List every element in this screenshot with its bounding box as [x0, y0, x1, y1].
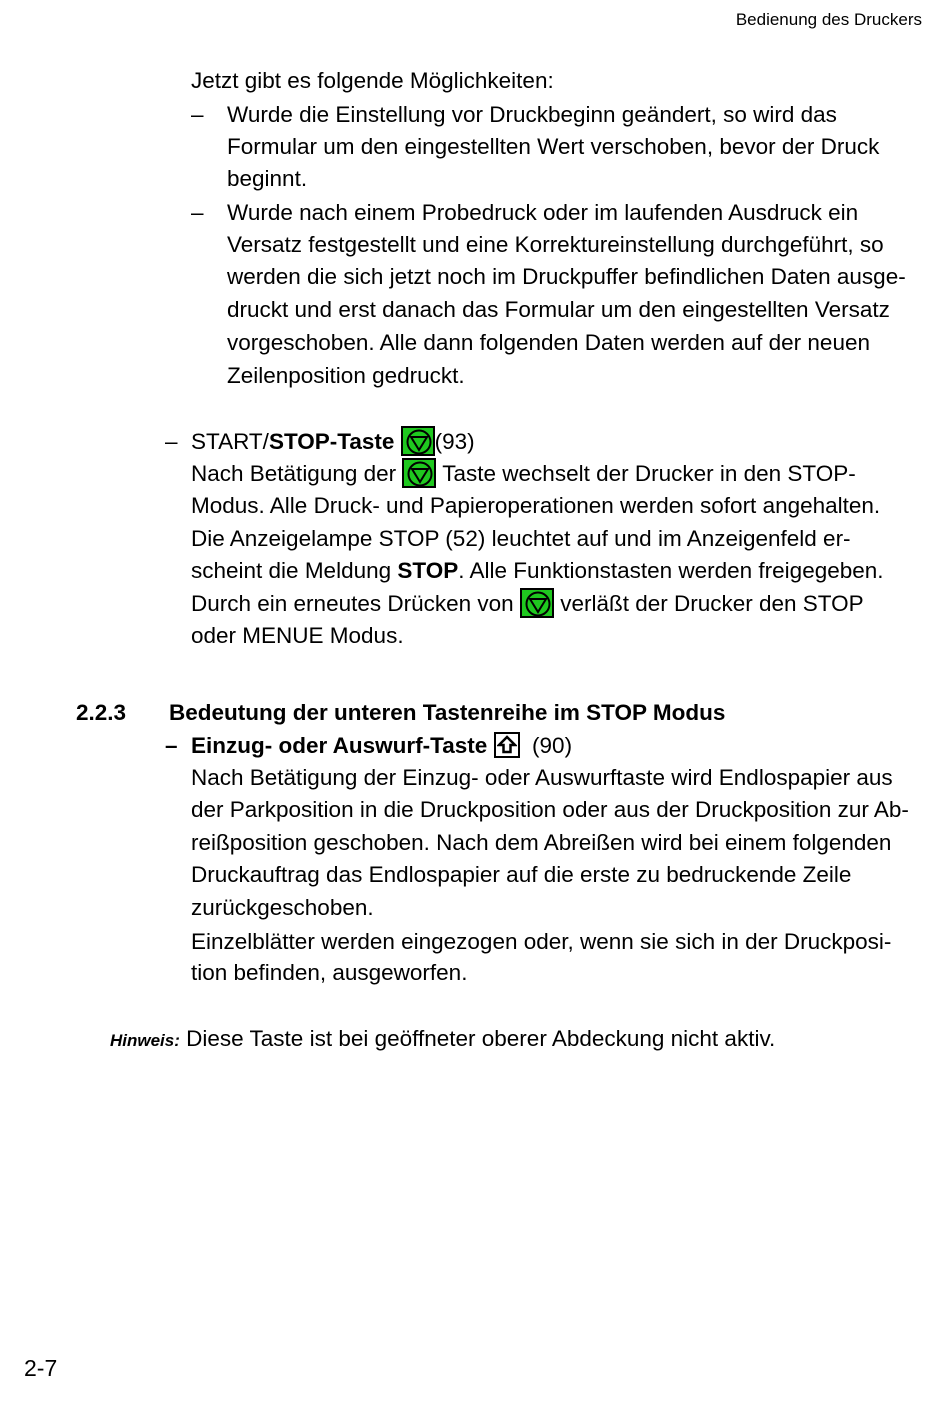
stop-heading-ref: (93)	[434, 429, 475, 454]
stop-text-line	[191, 457, 856, 490]
stop-text-bold: STOP	[397, 558, 459, 583]
bullet1-line: Formular um den eingestellten Wert verschoben, bevor der Druck	[227, 134, 880, 159]
einzug-text-line: Nach Betätigung der Einzug- oder Auswurftaste wird Endlospapier aus	[191, 765, 893, 790]
stop-text-line: Die Anzeigelampe STOP (52) leuchtet auf und im Anzeigenfeld er-	[191, 526, 851, 551]
stop-key-heading	[191, 425, 475, 458]
stop-text-line: oder MENUE Modus.	[191, 623, 404, 648]
page-number: 2-7	[24, 1355, 58, 1381]
bullet-dash: –	[165, 733, 178, 758]
bullet2-line: Zeilenposition gedruckt.	[227, 363, 465, 388]
bullet1-line: Wurde die Einstellung vor Druckbeginn geändert, so wird das	[227, 102, 837, 127]
stop-heading-bold: STOP-Taste	[268, 429, 395, 454]
stop-text-part: Nach Betätigung der	[191, 461, 397, 486]
stop-text-part: Taste wechselt der Drucker in den STOP-	[442, 461, 856, 486]
stop-text-line	[191, 554, 884, 587]
hinweis-label: Hinweis:	[110, 1031, 180, 1050]
bullet-dash: –	[191, 102, 204, 127]
einzug-text-line: reißposition geschoben. Nach dem Abreißen wird bei einem folgenden	[191, 830, 892, 855]
bullet2-line: vorgeschoben. Alle dann folgenden Daten werden auf der neuen	[227, 330, 870, 355]
bullet2-line: Wurde nach einem Probedruck oder im laufenden Ausdruck ein	[227, 200, 859, 225]
stop-text-line	[191, 587, 864, 620]
hinweis-note	[110, 1022, 775, 1057]
stop-text-line: Modus. Alle Druck- und Papieroperationen werden sofort angehalten.	[191, 493, 881, 518]
einzug-text-line: tion befinden, ausgeworfen.	[191, 960, 468, 985]
stop-heading-prefix: START/	[191, 429, 269, 454]
stop-triangle-icon	[520, 588, 554, 618]
stop-triangle-icon	[402, 458, 436, 488]
bullet1-line: beginnt.	[227, 166, 308, 191]
intro-text: Jetzt gibt es folgende Möglichkeiten:	[191, 68, 554, 93]
stop-triangle-icon	[401, 426, 435, 456]
bullet2-line: druckt und erst danach das Formular um den eingestellten Versatz	[227, 297, 890, 322]
stop-text-part: Durch ein erneutes Drücken von	[191, 591, 514, 616]
bullet2-line: Versatz festgestellt und eine Korrektureinstellung durchgeführt, so	[227, 232, 884, 257]
einzug-text-line: der Parkposition in die Druckposition oder aus der Druckposition zur Ab-	[191, 797, 909, 822]
section-number: 2.2.3	[76, 700, 127, 725]
einzug-heading-bold: Einzug- oder Auswurf-Taste	[191, 733, 488, 758]
section-title: Bedeutung der unteren Tastenreihe im STOP Modus	[169, 700, 726, 725]
einzug-text-line: Einzelblätter werden eingezogen oder, wenn sie sich in der Druckposi-	[191, 929, 892, 954]
up-arrow-icon	[494, 732, 520, 758]
einzug-heading-ref: (90)	[532, 733, 573, 758]
running-header: Bedienung des Druckers	[735, 10, 922, 29]
einzug-text-line: Druckauftrag das Endlospapier auf die erste zu bedruckende Zeile	[191, 862, 852, 887]
einzug-key-heading	[191, 729, 572, 762]
bullet2-line: werden die sich jetzt noch im Druckpuffer befindlichen Daten ausge-	[227, 264, 906, 289]
bullet-dash: –	[165, 429, 178, 454]
stop-text-part: scheint die Meldung	[191, 558, 398, 583]
stop-text-part: . Alle Funktionstasten werden freigegeben.	[458, 558, 884, 583]
bullet-dash: –	[191, 200, 204, 225]
einzug-text-line: zurückgeschoben.	[191, 895, 374, 920]
stop-text-part: verläßt der Drucker den STOP	[560, 591, 864, 616]
hinweis-text: Diese Taste ist bei geöffneter oberer Abdeckung nicht aktiv.	[186, 1026, 776, 1051]
